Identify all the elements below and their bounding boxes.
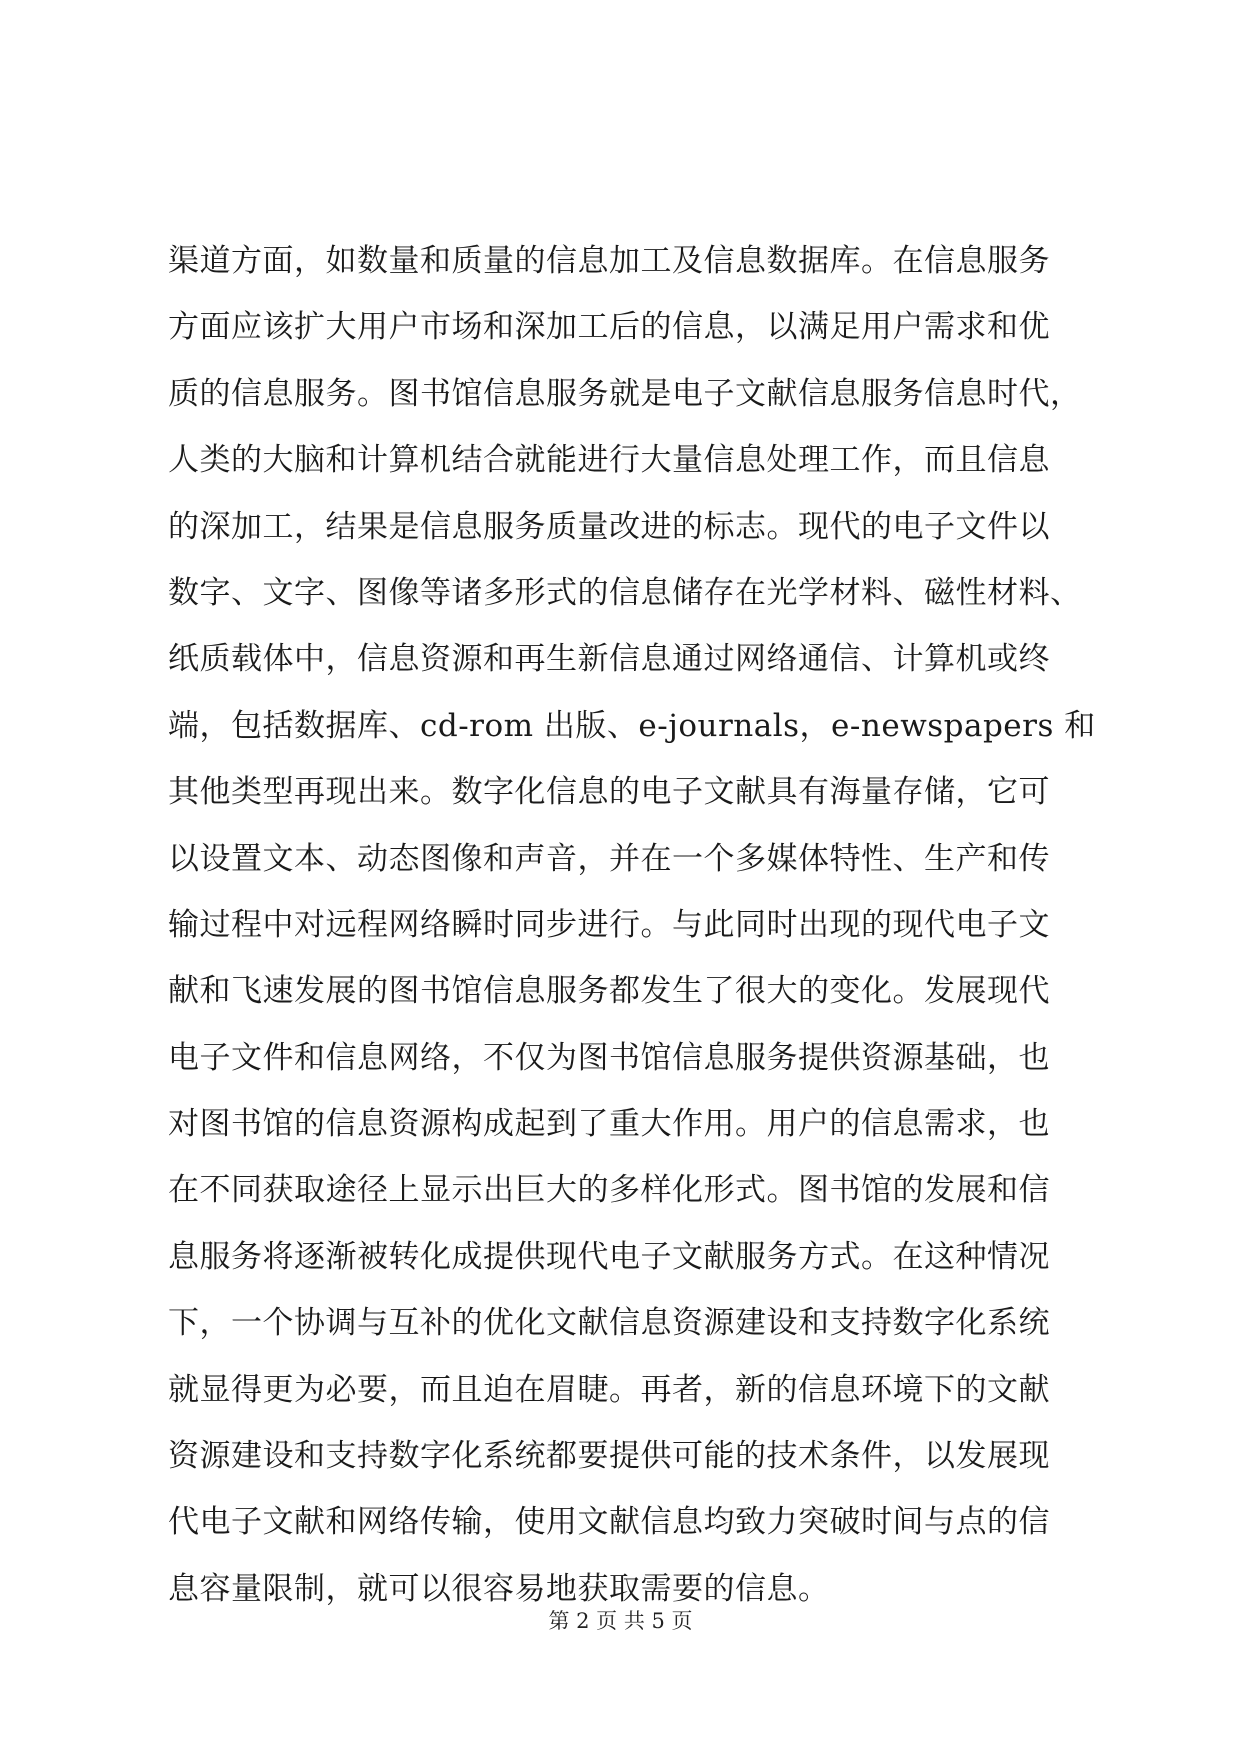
text-line: 质的信息服务。图书馆信息服务就是电子文献信息服务信息时代， [168, 375, 1082, 412]
text-line: 渠道方面，如数量和质量的信息加工及信息数据库。在信息服务 [168, 243, 1050, 279]
page-number-footer: 第 2 页 共 5 页 [548, 1609, 693, 1633]
text-line: 以设置文本、动态图像和声音，并在一个多媒体特性、生产和传 [168, 840, 1050, 877]
body-paragraph [168, 228, 1108, 1622]
text-line: 息容量限制，就可以很容易地获取需要的信息。 [168, 1570, 830, 1607]
text-line: 输过程中对远程网络瞬时同步进行。与此同时出现的现代电子文 [168, 906, 1050, 943]
text-line: 就显得更为必要，而且迫在眉睫。再者，新的信息环境下的文献 [168, 1371, 1050, 1408]
text-line: 其他类型再现出来。数字化信息的电子文献具有海量存储，它可 [168, 774, 1050, 811]
text-line: 方面应该扩大用户市场和深加工后的信息，以满足用户需求和优 [168, 309, 1050, 346]
text-line: 纸质载体中，信息资源和再生新信息通过网络通信、计算机或终 [168, 641, 1050, 678]
text-line: 电子文件和信息网络，不仅为图书馆信息服务提供资源基础，也 [168, 1039, 1050, 1076]
text-line: 息服务将逐渐被转化成提供现代电子文献服务方式。在这种情况 [168, 1238, 1050, 1275]
text-line: 代电子文献和网络传输，使用文献信息均致力突破时间与点的信 [168, 1504, 1050, 1541]
text-line: 资源建设和支持数字化系统都要提供可能的技术条件，以发展现 [168, 1438, 1050, 1475]
text-line: 端，包括数据库、cd-rom 出版、e-journals，e-newspapers 和 [168, 707, 1096, 744]
text-line: 数字、文字、图像等诸多形式的信息储存在光学材料、磁性材料、 [168, 574, 1082, 611]
text-line: 献和飞速发展的图书馆信息服务都发生了很大的变化。发展现代 [168, 973, 1050, 1010]
text-line: 的深加工，结果是信息服务质量改进的标志。现代的电子文件以 [168, 508, 1050, 545]
text-line: 人类的大脑和计算机结合就能进行大量信息处理工作，而且信息 [168, 442, 1050, 479]
text-line: 对图书馆的信息资源构成起到了重大作用。用户的信息需求，也 [168, 1106, 1050, 1143]
text-line: 下，一个协调与互补的优化文献信息资源建设和支持数字化系统 [168, 1305, 1050, 1342]
text-line: 在不同获取途径上显示出巨大的多样化形式。图书馆的发展和信 [168, 1172, 1050, 1209]
